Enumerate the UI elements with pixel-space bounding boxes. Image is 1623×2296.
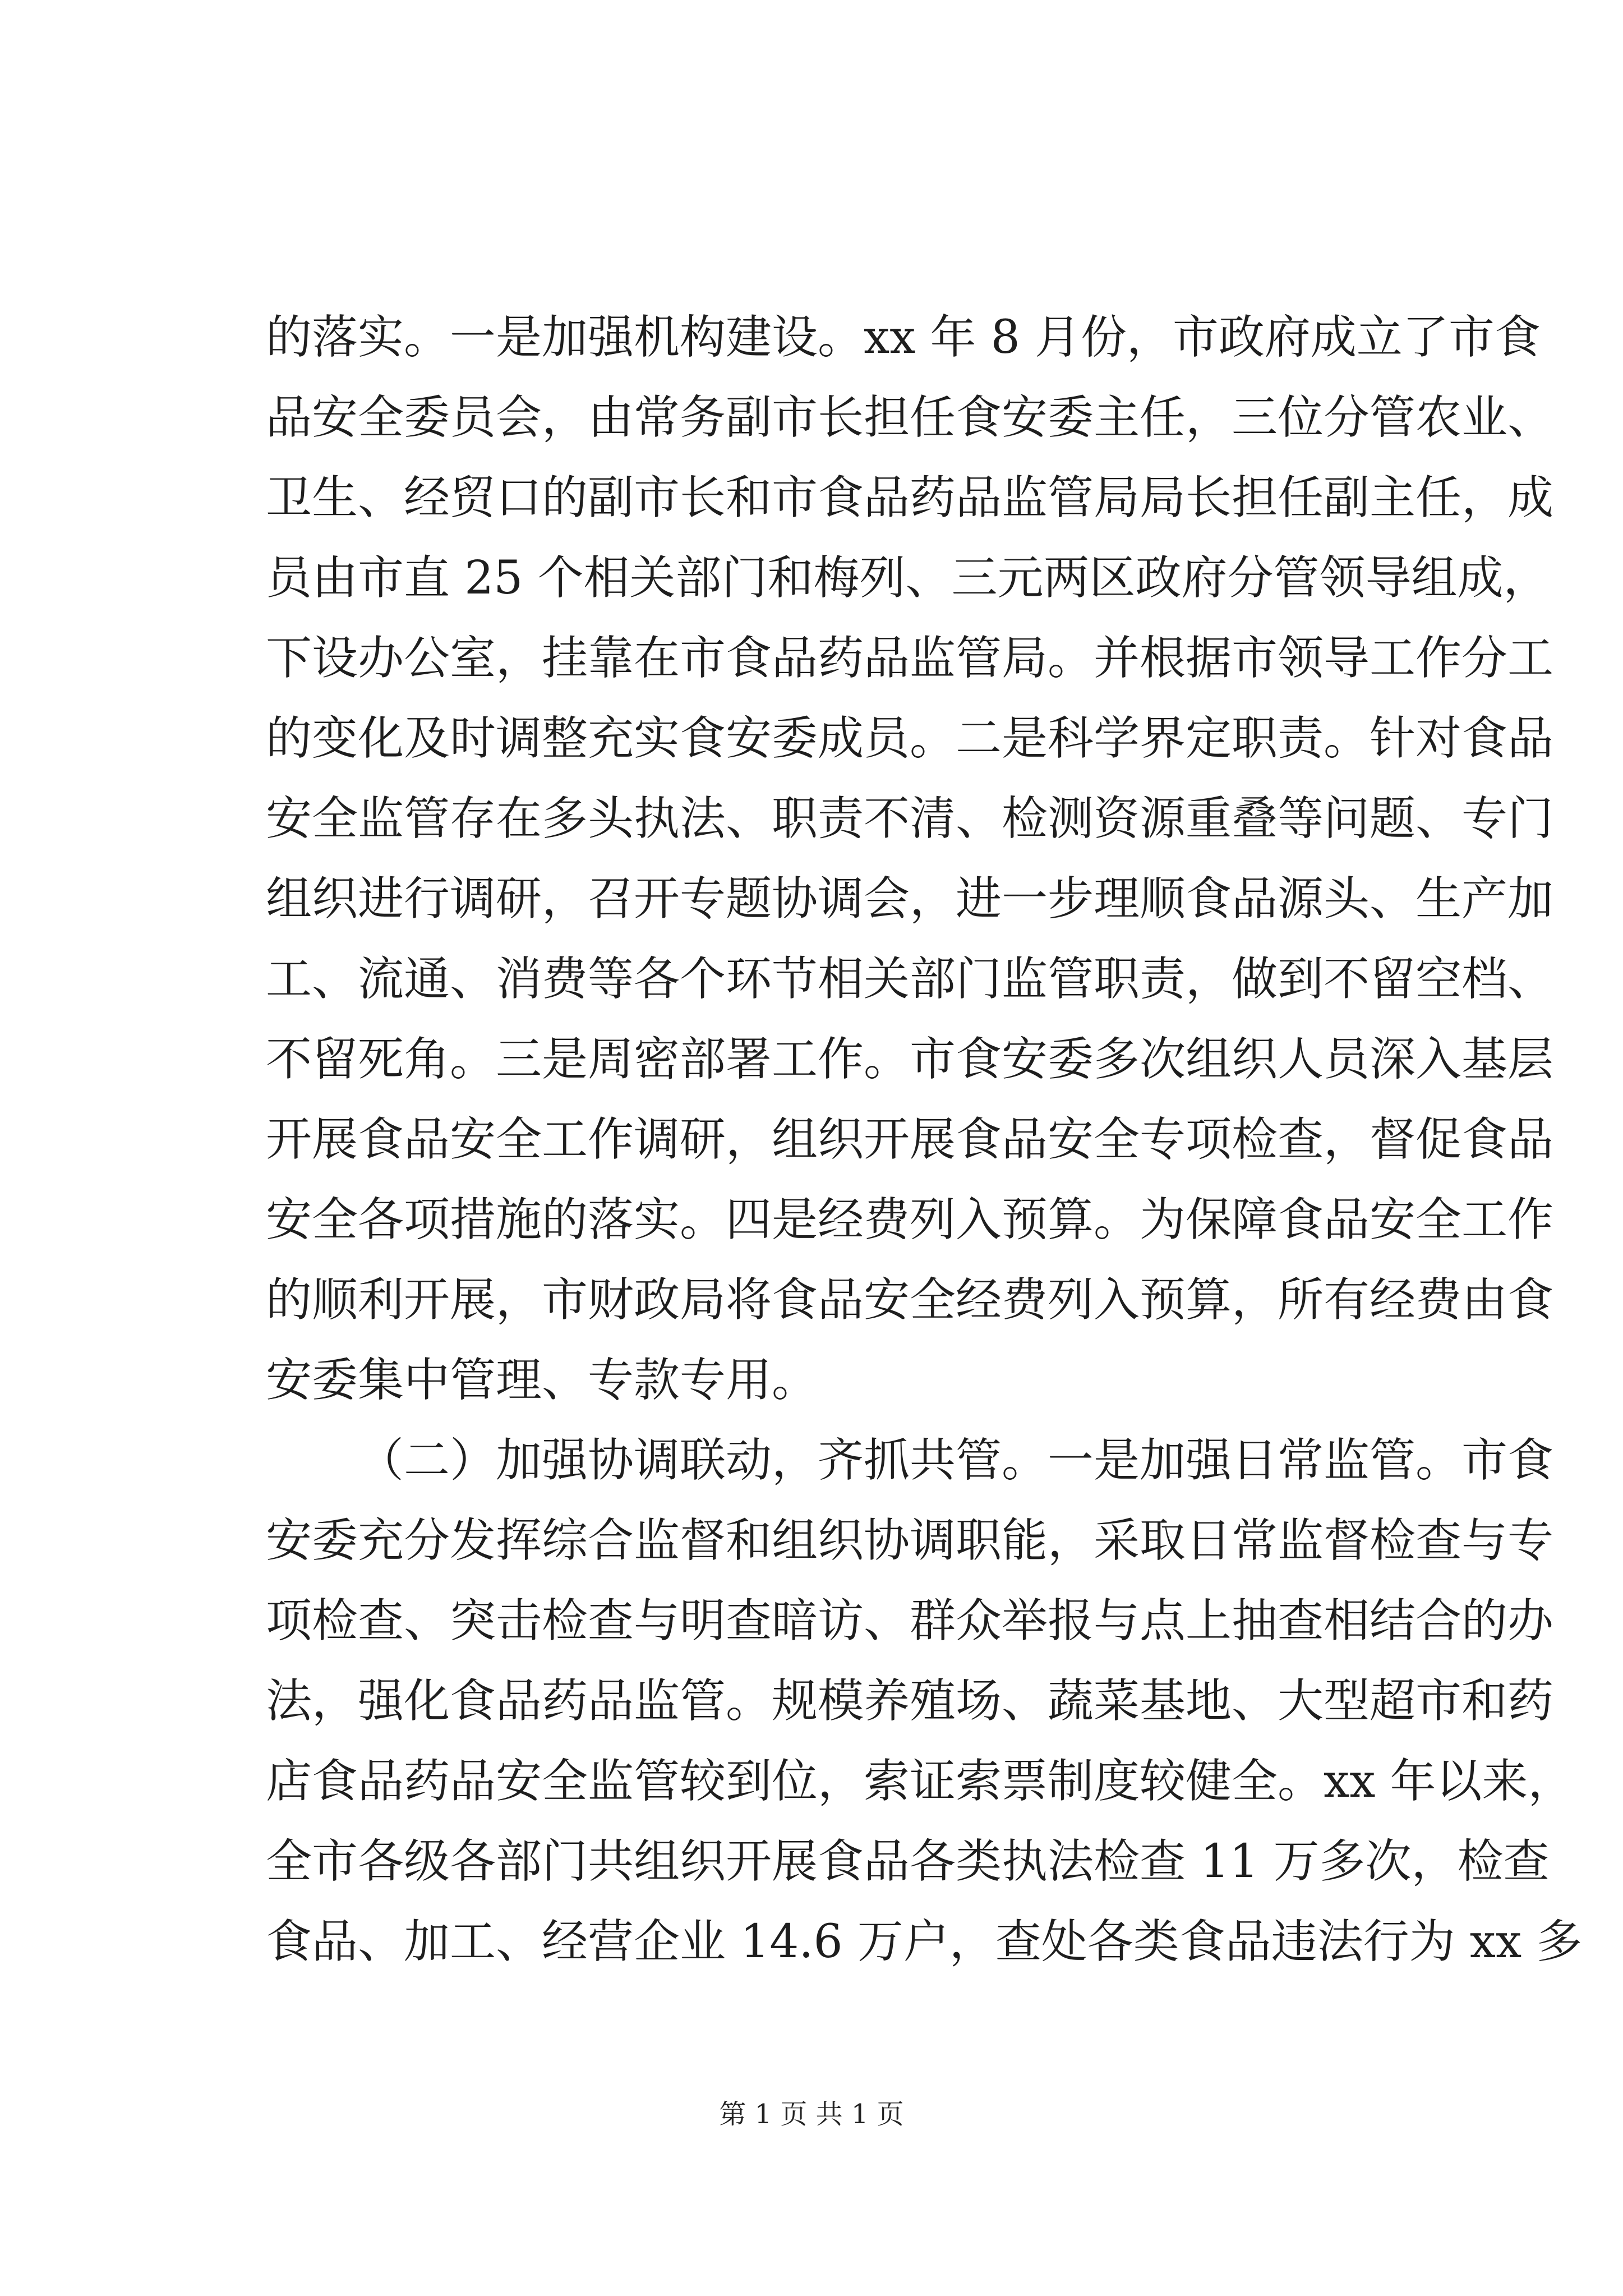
text-line: 安全各项措施的落实。四是经费列入预算。为保障食品安全工作 [266,1193,1554,1246]
text-line: 安全监管存在多头执法、职责不清、检测资源重叠等问题、专门 [266,792,1554,845]
text-line: 全市各级各部门共组织开展食品各类执法检查 11 万多次，检查 [266,1835,1550,1888]
text-line: 工、流通、消费等各个环节相关部门监管职责，做到不留空档、 [266,953,1554,1006]
text-line: 的变化及时调整充实食安委成员。二是科学界定职责。针对食品 [266,712,1554,765]
text-line: 品安全委员会，由常务副市长担任食安委主任，三位分管农业、 [266,391,1554,444]
text-line: 组织进行调研，召开专题协调会，进一步理顺食品源头、生产加 [266,872,1554,926]
text-line: 法，强化食品药品监管。规模养殖场、蔬菜基地、大型超市和药 [266,1674,1554,1728]
text-line: 食品、加工、经营企业 14.6 万户，查处各类食品违法行为 xx 多 [266,1915,1583,1968]
text-line: 的落实。一是加强机构建设。xx 年 8 月份，市政府成立了市食 [266,311,1541,364]
paragraph-end-line: 安委集中管理、专款专用。 [266,1354,818,1407]
page-footer: 第 1 页 共 1 页 [719,2099,904,2130]
text-line: 卫生、经贸口的副市长和市食品药品监管局局长担任副主任，成 [266,471,1554,524]
text-line: 店食品药品安全监管较到位，索证索票制度较健全。xx 年以来， [266,1755,1574,1808]
text-line: 不留死角。三是周密部署工作。市食安委多次组织人员深入基层 [266,1033,1554,1086]
text-line: 下设办公室，挂靠在市食品药品监管局。并根据市领导工作分工 [266,632,1554,685]
text-line: 项检查、突击检查与明查暗访、群众举报与点上抽查相结合的办 [266,1594,1554,1648]
text-line: 安委充分发挥综合监督和组织协调职能，采取日常监督检查与专 [266,1514,1554,1567]
body-text [266,297,1583,1982]
text-line: 的顺利开展，市财政局将食品安全经费列入预算，所有经费由食 [266,1273,1554,1327]
text-line: 员由市直 25 个相关部门和梅列、三元两区政府分管领导组成， [266,551,1550,605]
section-heading-line: （二）加强协调联动，齐抓共管。一是加强日常监管。市食 [358,1434,1554,1487]
text-line: 开展食品安全工作调研，组织开展食品安全专项检查，督促食品 [266,1113,1554,1166]
